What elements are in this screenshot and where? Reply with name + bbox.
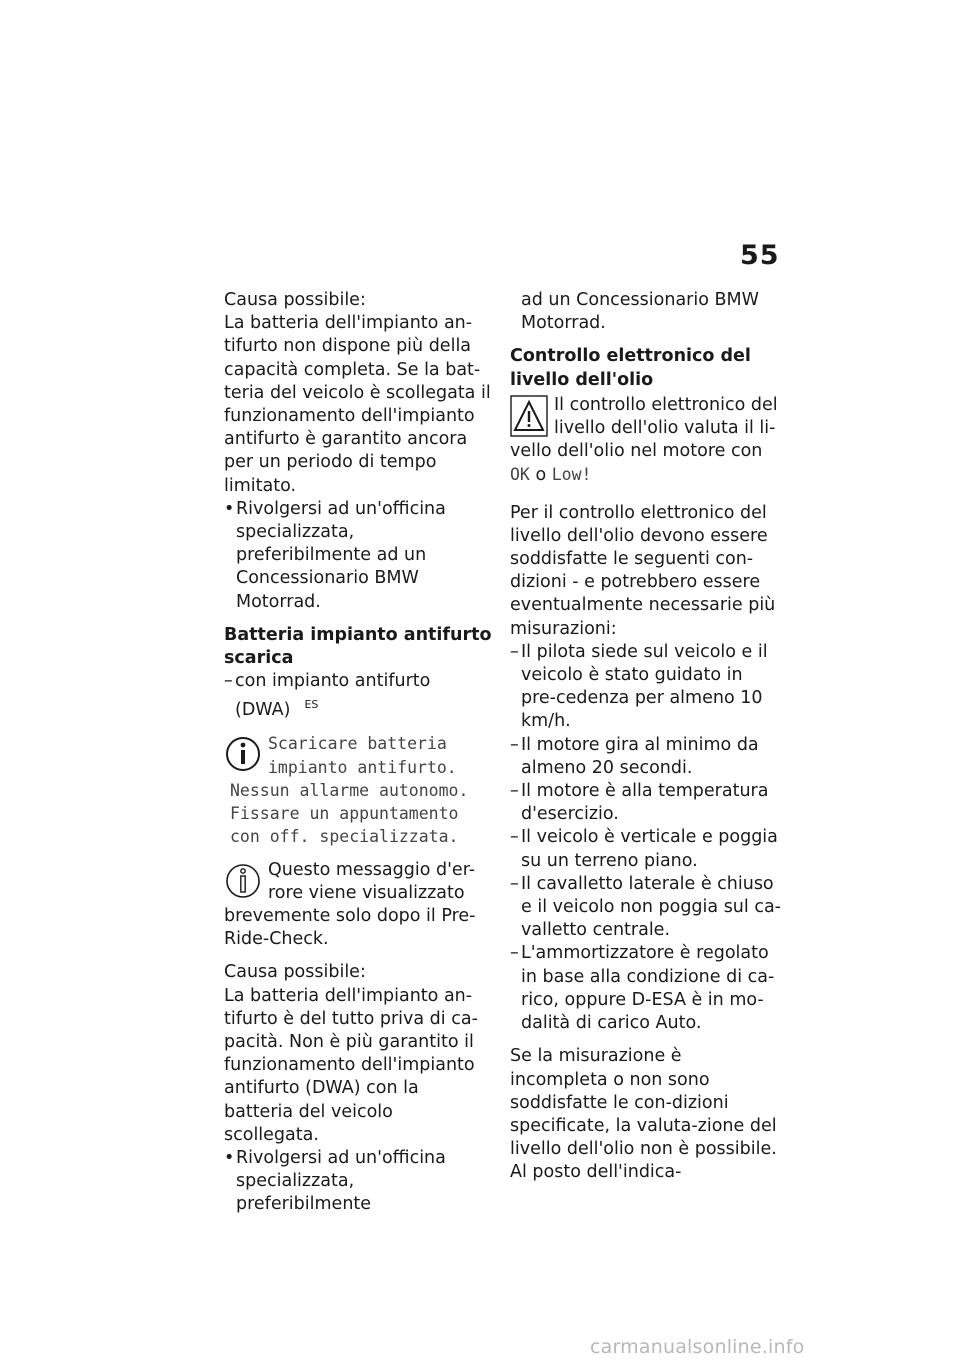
bullet-item	[224, 498, 492, 614]
condition-item: – Il motore gira al minimo da almeno 20 secondi.	[510, 734, 759, 778]
bullet-text: Rivolgersi ad un'officina specializzata, preferibilmente	[236, 1147, 446, 1215]
warning-triangle-icon	[510, 394, 548, 440]
conditions-intro: Per il controllo elettronico del livello dell'olio devono essere soddisfatte le seguenti con-dizioni - e potrebbero essere eventualmente necessarie più misurazioni:	[510, 502, 776, 639]
dash-icon: –	[510, 781, 519, 802]
page-number: 55	[740, 240, 780, 271]
condition-item: – Il veicolo è verticale e poggia su un terreno piano.	[510, 827, 778, 871]
condition-item: – Il pilota siede sul veicolo e il veicolo è stato guidato in pre-cedenza per almeno 10 km/h.	[510, 641, 768, 732]
bullet-item-2	[224, 1147, 492, 1217]
section-heading: Batteria impianto antifurto scarica	[224, 624, 492, 669]
info-icon	[224, 732, 262, 778]
condition-item: – L'ammortizzatore è regolato in base alla condizione di ca-rico, oppure D-ESA è in mo-dalità di carico Auto.	[510, 943, 775, 1034]
condition-item: – Il motore è alla temperatura d'esercizio.	[510, 781, 769, 825]
warning-note-text: Il controllo elettronico del livello dell'olio valuta il li-vello dell'olio nel motore con OK o Low!	[510, 394, 778, 486]
cause-text: La batteria dell'impianto an-tifurto non dispone più della capacità completa. Se la bat-teria del veicolo è scollegata il funzionamento dell'impianto antifurto è garantito ancora per un periodo di tempo limitato.	[224, 313, 491, 496]
dash-icon: –	[510, 943, 519, 964]
dash-icon: –	[510, 734, 519, 755]
condition-item: – Il cavalletto laterale è chiuso e il veicolo non poggia sul ca-valletto centrale.	[510, 873, 781, 941]
info-note-block	[224, 859, 492, 952]
cause-label-2: Causa possibile:	[224, 962, 366, 983]
display-message: Scaricare batteria impianto antifurto. Nessun allarme autonomo. Fissare un appuntamento con off. specializzata.	[230, 734, 469, 847]
bullet-continuation: ad un Concessionario BMW Motorrad.	[521, 290, 759, 334]
code-ok: OK	[510, 465, 530, 485]
warning-note-block	[510, 394, 782, 488]
conditions-outro: Se la misurazione è incompleta o non sono soddisfatte le con-dizioni specificate, la valuta-zione del livello dell'olio non è possibile. Al posto dell'indica-	[510, 1046, 777, 1183]
cause-text-2: La batteria dell'impianto an-tifurto è del tutto priva di ca-pacità. Non è più garantito il funzionamento dell'impianto antifurto (DWA) con la batteria del veicolo scollegata.	[224, 985, 478, 1145]
info-circle-icon	[224, 859, 262, 905]
bullet-icon: •	[224, 498, 235, 519]
bullet-icon: •	[224, 1147, 235, 1168]
code-low: Low!	[551, 465, 592, 485]
cause-label: Causa possibile:	[224, 290, 366, 310]
watermark: carmanualsonline.info	[590, 1336, 805, 1358]
display-message-block	[224, 732, 492, 848]
dash-text: con impianto antifurto (DWA)	[235, 671, 431, 721]
right-column	[510, 289, 782, 1185]
dash-icon: –	[510, 873, 519, 894]
left-column	[224, 289, 492, 1217]
bullet-text: Rivolgersi ad un'officina specializzata, preferibilmente ad un Concessionario BMW Motorrad.	[236, 498, 446, 612]
info-note-text: Questo messaggio d'er-rore viene visualizzato brevemente solo dopo il Pre-Ride-Check.	[224, 859, 476, 950]
dash-item	[224, 670, 492, 722]
section-heading-oil: Controllo elettronico del livello dell'olio	[510, 346, 751, 390]
equipment-superscript: ES	[304, 698, 319, 712]
dash-icon: –	[510, 827, 519, 848]
code-or: o	[535, 465, 547, 486]
dash-icon: –	[224, 671, 233, 692]
dash-icon: –	[510, 641, 519, 662]
